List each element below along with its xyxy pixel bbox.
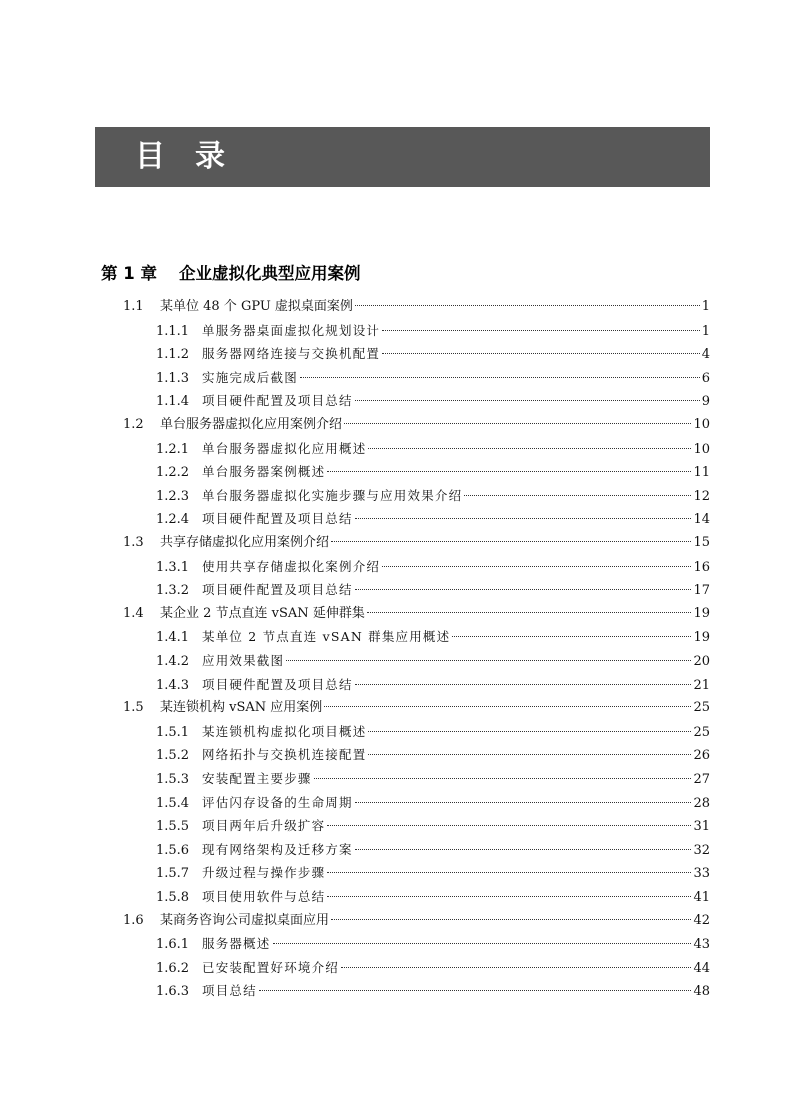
toc-entry-page-number: 10 <box>693 417 710 432</box>
toc-subsection-entry[interactable] <box>156 862 710 886</box>
toc-entry-page-number: 21 <box>693 677 710 693</box>
toc-entry-page-number: 15 <box>693 535 710 550</box>
toc-entry-number: 1.1.1 <box>156 323 190 339</box>
toc-section-entry[interactable] <box>123 296 710 320</box>
toc-entry-number: 1.6 <box>123 912 144 928</box>
toc-entry-number: 1.2.4 <box>156 512 190 528</box>
toc-leader-dots <box>367 611 692 613</box>
toc-leader-dots <box>327 470 691 472</box>
toc-subsection-entry[interactable] <box>156 320 710 344</box>
toc-subsection-entry[interactable] <box>156 508 710 532</box>
toc-leader-dots <box>355 304 700 306</box>
toc-subsection-entry[interactable] <box>156 674 710 698</box>
toc-entry-title: 应用效果截图 <box>202 653 285 668</box>
toc-entry-page-number: 1 <box>701 323 710 339</box>
toc-entry-number: 1.2.1 <box>156 441 190 457</box>
toc-entry-number: 1.2.3 <box>156 488 190 504</box>
toc-leader-dots <box>355 683 692 685</box>
toc-entry-page-number: 31 <box>693 819 710 835</box>
toc-entry-title: 某单位 2 节点直连 vSAN 群集应用概述 <box>202 629 451 645</box>
toc-entry-page-number: 44 <box>693 960 710 976</box>
page-title: 目录 <box>135 139 255 174</box>
toc-entry-number: 1.5.1 <box>156 724 190 740</box>
toc-subsection-entry[interactable] <box>156 886 710 910</box>
toc-entry-number: 1.1.2 <box>156 347 190 363</box>
toc-leader-dots <box>382 329 700 331</box>
toc-subsection-entry[interactable] <box>156 721 710 745</box>
toc-entry-page-number: 10 <box>693 441 710 457</box>
toc-entry-title: 现有网络架构及迁移方案 <box>202 841 353 857</box>
toc-entry-title: 项目硬件配置及项目总结 <box>202 582 353 598</box>
toc-entry-title: 项目硬件配置及项目总结 <box>202 676 353 692</box>
toc-entry-number: 1.1 <box>123 299 144 314</box>
toc-subsection-entry[interactable] <box>156 367 710 391</box>
toc-entry-page-number: 19 <box>693 630 710 646</box>
toc-entry-title: 项目总结 <box>202 983 257 999</box>
toc-entry-page-number: 27 <box>693 772 710 787</box>
toc-entry-number: 1.5.7 <box>156 866 190 882</box>
toc-entry-number: 1.4 <box>123 605 144 621</box>
toc-entry-title: 共享存储虚拟化应用案例介绍 <box>160 535 330 550</box>
toc-entry-number: 1.4.2 <box>156 654 190 669</box>
toc-entry-title: 已安装配置好环境介绍 <box>202 959 340 975</box>
toc-entry-number: 1.6.3 <box>156 984 190 1000</box>
toc-header-banner <box>95 127 710 187</box>
toc-subsection-entry[interactable] <box>156 933 710 957</box>
toc-entry-title: 实施完成后截图 <box>202 369 298 385</box>
toc-entry-number: 1.4.1 <box>156 630 190 646</box>
toc-subsection-entry[interactable] <box>156 390 710 414</box>
toc-leader-dots <box>464 494 691 496</box>
chapter-label: 第 1 章 <box>101 264 157 283</box>
toc-entry-page-number: 26 <box>693 748 710 764</box>
toc-entry-page-number: 42 <box>693 912 710 928</box>
toc-subsection-entry[interactable] <box>156 343 710 367</box>
toc-entry-page-number: 43 <box>693 937 710 953</box>
toc-section-entry[interactable] <box>123 697 710 721</box>
toc-leader-dots <box>355 588 692 590</box>
toc-entry-page-number: 12 <box>693 488 710 504</box>
toc-subsection-entry[interactable] <box>156 650 710 674</box>
toc-entry-title: 某企业 2 节点直连 vSAN 延伸群集 <box>160 605 365 621</box>
toc-entry-number: 1.1.4 <box>156 394 190 410</box>
toc-entry-page-number: 20 <box>693 654 710 669</box>
toc-entry-number: 1.5 <box>123 700 144 716</box>
toc-leader-dots <box>344 422 691 424</box>
toc-subsection-entry[interactable] <box>156 556 710 580</box>
toc-section-entry[interactable] <box>123 414 710 438</box>
toc-entry-page-number: 48 <box>693 984 710 1000</box>
toc-entry-page-number: 1 <box>701 299 710 314</box>
toc-leader-dots <box>382 565 691 567</box>
toc-entry-page-number: 19 <box>693 605 710 621</box>
toc-entry-title: 单台服务器虚拟化实施步骤与应用效果介绍 <box>202 487 463 503</box>
toc-leader-dots <box>452 635 691 637</box>
chapter-heading <box>101 260 360 284</box>
toc-entry-title: 某连锁机构 vSAN 应用案例 <box>160 700 323 716</box>
toc-entry-title: 某单位 48 个 GPU 虚拟桌面案例 <box>160 299 353 314</box>
toc-entry-number: 1.2 <box>123 417 144 432</box>
toc-entry-page-number: 14 <box>693 512 710 528</box>
toc-entry-page-number: 6 <box>701 370 710 386</box>
toc-leader-dots <box>300 376 700 378</box>
toc-subsection-entry[interactable] <box>156 579 710 603</box>
toc-leader-dots <box>286 659 691 661</box>
toc-entry-page-number: 25 <box>693 700 710 716</box>
toc-entry-number: 1.6.1 <box>156 937 190 953</box>
toc-leader-dots <box>327 871 691 873</box>
toc-leader-dots <box>355 801 692 803</box>
toc-leader-dots <box>368 447 691 449</box>
toc-entry-number: 1.3 <box>123 535 144 550</box>
toc-leader-dots <box>331 918 691 920</box>
chapter-title: 企业虚拟化典型应用案例 <box>178 264 361 283</box>
toc-section-entry[interactable] <box>123 532 710 556</box>
toc-subsection-entry[interactable] <box>156 980 710 1004</box>
toc-entry-title: 评估闪存设备的生命周期 <box>202 794 353 810</box>
toc-leader-dots <box>331 540 691 542</box>
toc-entry-number: 1.3.1 <box>156 559 190 575</box>
toc-subsection-entry[interactable] <box>156 839 710 863</box>
toc-entry-title: 项目硬件配置及项目总结 <box>202 393 353 409</box>
toc-entry-page-number: 16 <box>693 559 710 575</box>
toc-entry-title: 单服务器桌面虚拟化规划设计 <box>202 322 381 338</box>
toc-entry-title: 项目使用软件与总结 <box>202 889 326 904</box>
toc-leader-dots <box>355 517 692 519</box>
toc-subsection-entry[interactable] <box>156 626 710 650</box>
toc-entry-page-number: 17 <box>693 583 710 599</box>
toc-entry-number: 1.1.3 <box>156 370 190 386</box>
toc-section-entry[interactable] <box>123 603 710 627</box>
toc-entry-page-number: 32 <box>693 842 710 858</box>
toc-subsection-entry[interactable] <box>156 744 710 768</box>
toc-leader-dots <box>368 730 691 732</box>
toc-entry-number: 1.5.5 <box>156 819 190 835</box>
toc-leader-dots <box>327 824 691 826</box>
toc-leader-dots <box>327 895 691 897</box>
toc-entry-title: 项目硬件配置及项目总结 <box>202 511 353 527</box>
toc-entry-title: 某商务咨询公司虚拟桌面应用 <box>160 912 330 928</box>
toc-entry-number: 1.5.2 <box>156 748 190 764</box>
toc-leader-dots <box>314 777 692 779</box>
toc-entry-number: 1.6.2 <box>156 960 190 976</box>
toc-section-entry[interactable] <box>123 910 710 934</box>
toc-leader-dots <box>382 352 700 354</box>
toc-leader-dots <box>368 753 691 755</box>
toc-entry-number: 1.3.2 <box>156 583 190 599</box>
toc-entry-title: 单台服务器虚拟化应用概述 <box>202 440 367 456</box>
toc-entry-number: 1.5.6 <box>156 842 190 858</box>
toc-entry-title: 服务器网络连接与交换机配置 <box>202 346 381 362</box>
toc-entry-number: 1.5.4 <box>156 795 190 811</box>
toc-entry-number: 1.4.3 <box>156 677 190 693</box>
toc-entry-page-number: 4 <box>701 347 710 363</box>
toc-entry-title: 安装配置主要步骤 <box>202 771 312 786</box>
toc-leader-dots <box>259 989 692 991</box>
toc-subsection-entry[interactable] <box>156 461 710 485</box>
toc-entry-number: 1.2.2 <box>156 465 190 481</box>
toc-entry-page-number: 28 <box>693 795 710 811</box>
toc-subsection-entry[interactable] <box>156 815 710 839</box>
toc-entry-page-number: 9 <box>701 394 710 410</box>
toc-entry-page-number: 25 <box>693 724 710 740</box>
toc-leader-dots <box>341 966 691 968</box>
toc-subsection-entry[interactable] <box>156 438 710 462</box>
toc-subsection-entry[interactable] <box>156 792 710 816</box>
toc-entry-page-number: 33 <box>693 866 710 882</box>
toc-subsection-entry[interactable] <box>156 768 710 792</box>
toc-entry-title: 某连锁机构虚拟化项目概述 <box>202 723 367 739</box>
toc-entry-number: 1.5.8 <box>156 890 190 905</box>
toc-leader-dots <box>273 942 692 944</box>
toc-entry-title: 单台服务器虚拟化应用案例介绍 <box>160 417 343 432</box>
toc-entry-title: 网络拓扑与交换机连接配置 <box>202 747 367 763</box>
toc-entry-title: 服务器概述 <box>202 936 271 952</box>
toc-entry-page-number: 41 <box>693 890 710 905</box>
toc-entry-title: 使用共享存储虚拟化案例介绍 <box>202 558 381 574</box>
toc-leader-dots <box>355 848 692 850</box>
toc-entry-number: 1.5.3 <box>156 772 190 787</box>
toc-subsection-entry[interactable] <box>156 957 710 981</box>
toc-entry-title: 项目两年后升级扩容 <box>202 818 326 834</box>
toc-leader-dots <box>355 399 700 401</box>
toc-entry-page-number: 11 <box>693 465 710 481</box>
toc-leader-dots <box>324 705 691 707</box>
toc-subsection-entry[interactable] <box>156 485 710 509</box>
toc-entry-title: 单台服务器案例概述 <box>202 464 326 480</box>
toc-entry-title: 升级过程与操作步骤 <box>202 865 326 881</box>
